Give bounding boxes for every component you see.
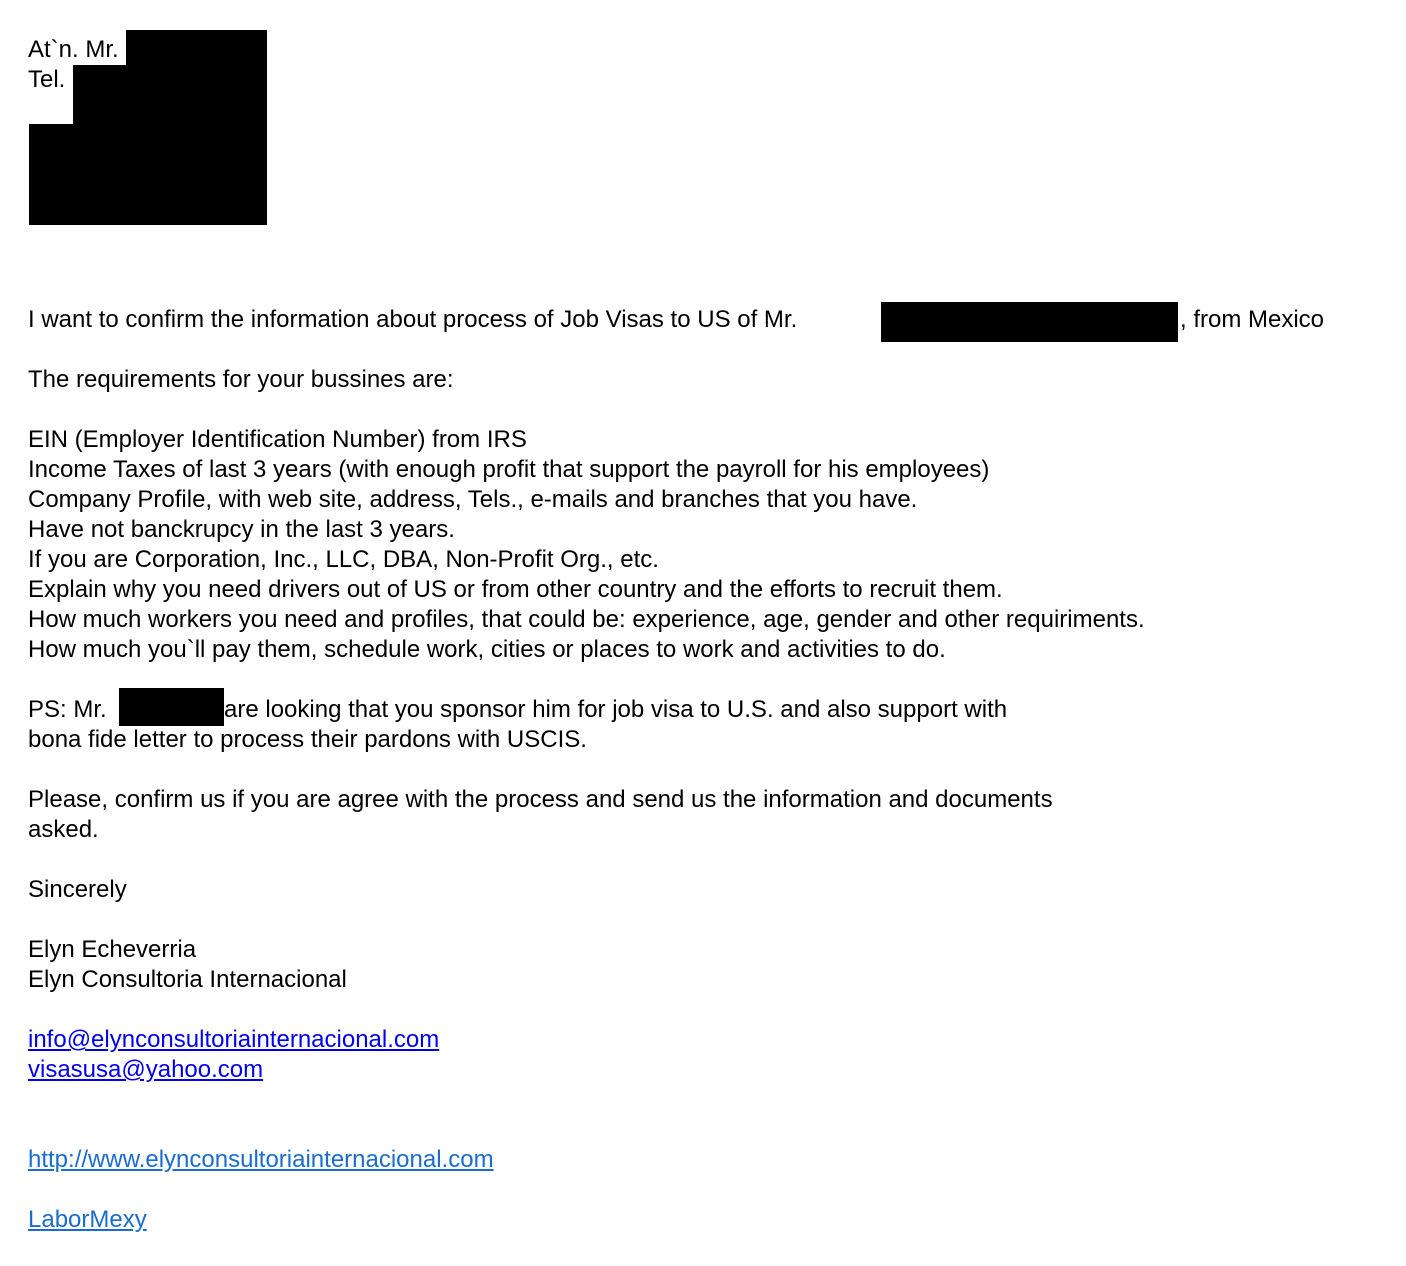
requirement-item: How much workers you need and profiles, that could be: experience, age, gender and other requiriments. — [28, 606, 1145, 633]
signature-company: Elyn Consultoria Internacional — [28, 966, 347, 993]
redacted-ps-name — [119, 688, 224, 726]
brand-link-row — [28, 1205, 147, 1235]
intro-text-start: I want to confirm the information about process of Job Visas to US of Mr. — [28, 306, 798, 333]
requirement-item: Company Profile, with web site, address, Tels., e-mails and branches that you have. — [28, 486, 918, 513]
email-link-row — [28, 1055, 263, 1085]
attn-label: At`n. Mr. — [28, 36, 119, 63]
requirement-item: How much you`ll pay them, schedule work, cities or places to work and activities to do. — [28, 636, 946, 663]
signature-name: Elyn Echeverria — [28, 936, 197, 963]
requirements-heading: The requirements for your bussines are: — [28, 366, 454, 393]
requirement-item: Income Taxes of last 3 years (with enough profit that support the payroll for his employees) — [28, 456, 990, 483]
confirm-line-1: Please, confirm us if you are agree with the process and send us the information and documents — [28, 786, 1053, 813]
redacted-phone — [73, 65, 267, 125]
closing: Sincerely — [28, 876, 127, 903]
requirement-item: If you are Corporation, Inc., LLC, DBA, Non-Profit Org., etc. — [28, 546, 659, 573]
intro-line-end — [1180, 305, 1324, 335]
labormexy-link[interactable]: LaborMexy — [28, 1206, 147, 1233]
requirement-item: EIN (Employer Identification Number) from IRS — [28, 426, 527, 453]
ps-line — [28, 695, 107, 725]
website-link[interactable]: http://www.elynconsultoriainternacional.com — [28, 1146, 494, 1173]
intro-line — [28, 305, 797, 335]
email-link-row — [28, 1025, 439, 1055]
requirement-item: Explain why you need drivers out of US or from other country and the efforts to recruit them. — [28, 576, 1003, 603]
tel-label: Tel. — [28, 66, 66, 93]
redacted-candidate-name — [881, 302, 1178, 342]
ps-line-end — [224, 695, 1007, 725]
email-link-visasusa[interactable]: visasusa@yahoo.com — [28, 1056, 264, 1083]
website-link-row — [28, 1145, 494, 1175]
ps-text-start: PS: Mr. — [28, 696, 107, 723]
intro-text-end: , from Mexico — [1180, 306, 1325, 333]
ps-line-2: bona fide letter to process their pardons with USCIS. — [28, 726, 587, 753]
email-link-info[interactable]: info@elynconsultoriainternacional.com — [28, 1026, 440, 1053]
confirm-line-2: asked. — [28, 816, 99, 843]
redacted-name — [126, 30, 267, 66]
redacted-address — [29, 124, 267, 225]
tel-line — [28, 65, 65, 95]
attn-line — [28, 35, 119, 65]
ps-text-end: are looking that you sponsor him for job visa to U.S. and also support with — [224, 696, 1008, 723]
requirement-item: Have not banckrupcy in the last 3 years. — [28, 516, 455, 543]
